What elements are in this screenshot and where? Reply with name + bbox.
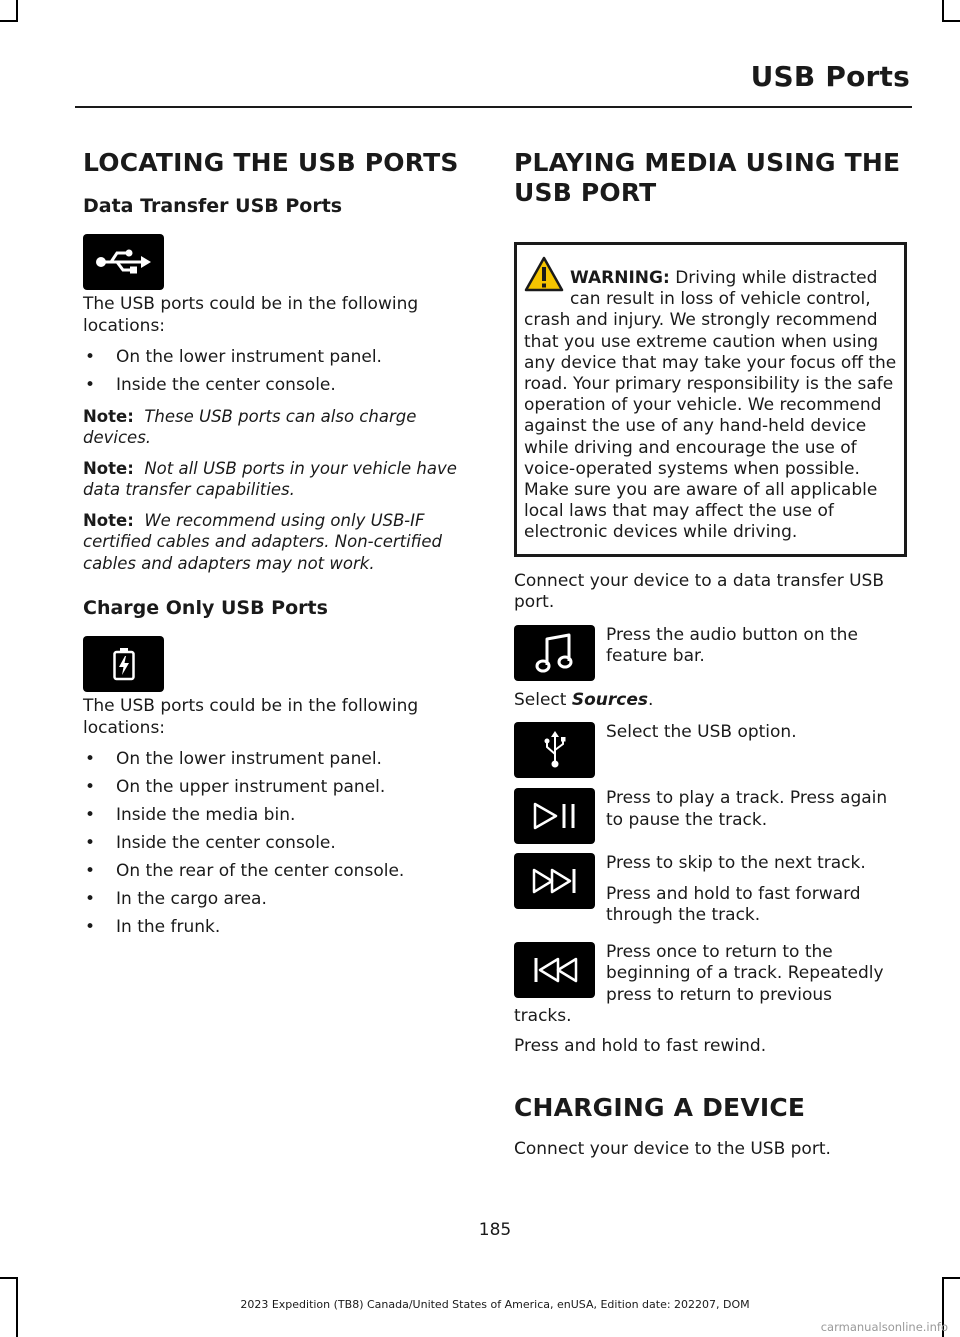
right-column	[514, 148, 907, 1161]
audio-step	[514, 625, 907, 681]
list-item: • On the lower instrument panel.	[85, 749, 382, 769]
warning-triangle-icon	[524, 256, 564, 292]
usb-option-step	[514, 722, 907, 778]
play-pause-icon	[514, 788, 595, 844]
connect-instruction: Connect your device to a data transfer USB port.	[514, 570, 884, 613]
usb-option-instruction: Select the USB option.	[606, 722, 797, 743]
battery-charge-icon	[83, 636, 164, 692]
usb-trident-icon	[514, 722, 595, 778]
skip-step	[514, 853, 907, 927]
back-step	[514, 942, 907, 1007]
skip-back-icon	[514, 942, 595, 998]
audio-instruction: Press the audio button on the feature bar.	[606, 624, 858, 667]
page-number: 185	[478, 1220, 512, 1240]
subheading-charge-only: Charge Only USB Ports	[83, 597, 328, 619]
data-transfer-intro: The USB ports could be in the following locations:	[83, 294, 419, 336]
crop-mark	[16, 0, 18, 22]
section-title-locating: LOCATING THE USB PORTS	[83, 148, 459, 177]
edition-footer: 2023 Expedition (TB8) Canada/United States of America, enUSA, Edition date: 202207, DOM	[240, 1298, 750, 1311]
list-item: • On the rear of the center console.	[85, 861, 405, 881]
crop-mark	[0, 1277, 18, 1279]
section-title-playing-media: PLAYING MEDIA USING THE USB PORT	[514, 148, 901, 207]
skip-forward-icon	[514, 853, 595, 909]
play-pause-step	[514, 788, 907, 844]
rewind-instruction: Press and hold to fast rewind.	[514, 1035, 767, 1056]
warning-box	[514, 242, 907, 557]
list-item: • Inside the center console.	[85, 375, 336, 395]
left-column	[83, 148, 475, 939]
section-title-charging: CHARGING A DEVICE	[514, 1093, 806, 1123]
list-item: • On the lower instrument panel.	[85, 347, 382, 367]
charging-instruction: Connect your device to the USB port.	[514, 1139, 831, 1160]
subheading-data-transfer: Data Transfer USB Ports	[83, 195, 343, 217]
warning-text: Driving while distracted can result in loss of vehicle control, crash and injury. We strongly recommend that you use extreme caution when using any device that may take your focus off the road. Your primary responsibility is the safe operation of your vehicle. We recommend against the use of any hand-held device while driving and encourage the use of voice-operated systems when possible. Make sure you are aware of all applicable local laws that may affect the use of electronic devices while driving.	[524, 268, 897, 543]
list-item: • In the cargo area.	[85, 889, 267, 909]
crop-mark	[942, 0, 944, 22]
crop-mark	[942, 1277, 960, 1279]
usb-icon	[83, 234, 164, 290]
play-pause-instruction: Press to play a track. Press again to pause the track.	[606, 788, 888, 830]
page-title: USB Ports	[750, 60, 910, 93]
header-divider	[75, 106, 912, 108]
watermark: carmanualsonline.info	[820, 1320, 948, 1334]
list-item: • On the upper instrument panel.	[85, 777, 386, 797]
list-item: • In the frunk.	[85, 917, 221, 937]
list-item: • Inside the media bin.	[85, 805, 296, 825]
back-instruction-continued: tracks.	[514, 1006, 572, 1027]
note: Note: We recommend using only USB-IF certified cables and adapters. Non-certified cables and adapters may not work.	[83, 510, 442, 573]
crop-mark	[942, 20, 960, 22]
back-instruction: Press once to return to the beginning of a track. Repeatedly press to return to previous	[606, 941, 884, 1005]
list-item: • Inside the center console.	[85, 833, 336, 853]
note: Note: These USB ports can also charge devices.	[83, 406, 417, 447]
skip-instruction: Press to skip to the next track. Press and hold to fast forward through the track.	[606, 853, 866, 926]
music-note-icon	[514, 625, 595, 681]
note: Note: Not all USB ports in your vehicle have data transfer capabilities.	[83, 458, 457, 499]
warning-label: WARNING:	[570, 268, 670, 288]
select-sources-instruction: Select Sources.	[514, 689, 654, 710]
crop-mark	[0, 20, 18, 22]
charge-only-intro: The USB ports could be in the following locations:	[83, 696, 419, 738]
